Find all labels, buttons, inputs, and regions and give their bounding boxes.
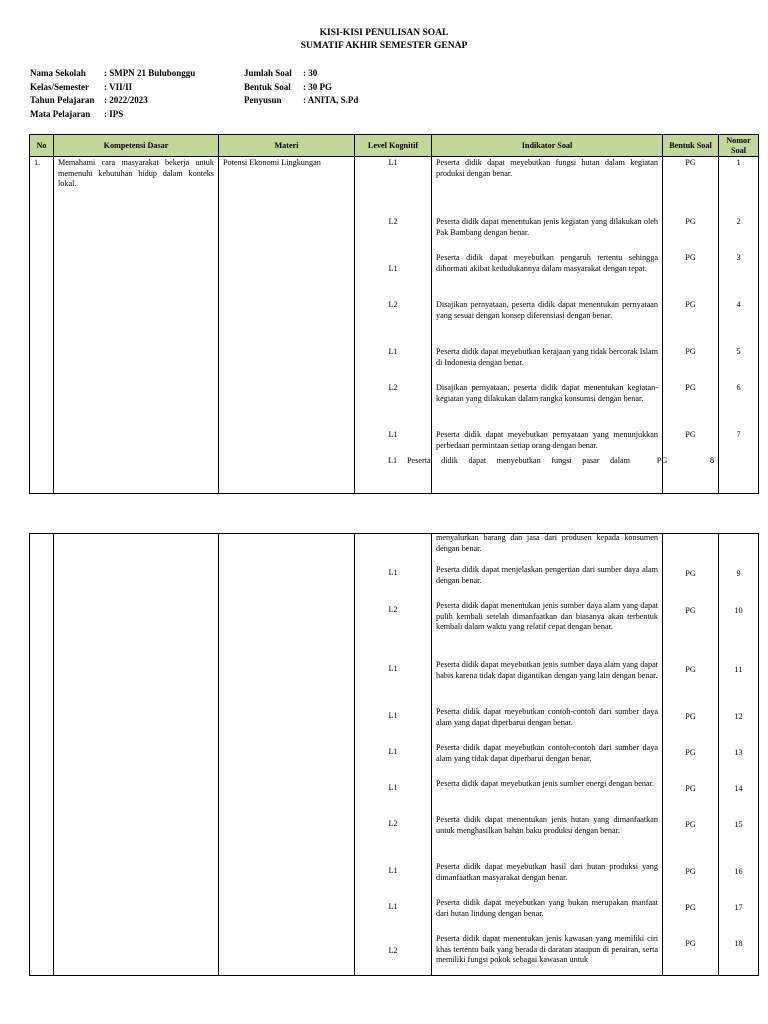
meta-mata-pelajaran <box>30 108 195 122</box>
header-level-kognitif: Level Kognitif <box>355 135 432 157</box>
level-kognitif: L1 <box>388 866 398 875</box>
bentuk-soal: PG <box>685 784 696 793</box>
bentuk-soal: PG <box>685 253 696 262</box>
nomor-soal: 3 <box>736 253 741 262</box>
indikator-text: Peserta didik dapat meyebutkan fungsi hutan dalam kegiatan produksi dengan benar. <box>436 158 658 178</box>
bentuk-soal: PG <box>685 606 696 615</box>
bentuk-soal: PG <box>685 903 696 912</box>
table-row <box>30 157 759 494</box>
meta-penyusun <box>244 94 358 108</box>
level-kognitif: L2 <box>388 946 398 955</box>
level-kognitif: L1 <box>388 664 398 673</box>
meta-value: : 30 PG <box>303 81 332 92</box>
table-row <box>30 534 759 976</box>
meta-label: Jumlah Soal <box>244 68 292 78</box>
indikator-text: Peserta didik dapat meyebutkan jenis sumber energi dengan benar. <box>436 779 654 788</box>
bentuk-soal: PG <box>685 347 696 356</box>
indikator-text: Peserta didik dapat menentukan jenis kawasan yang memiliki ciri khas tertentu baik yang berada di daratan ataupun di perairan, serta memiliki fungsi pokok sebagai kawasan untuk <box>436 934 658 964</box>
level-kognitif: L1 <box>388 158 398 167</box>
kisi-table-page2 <box>29 533 759 976</box>
table-header-row <box>30 135 759 157</box>
level-kognitif: L1 <box>388 430 398 439</box>
meta-value: : 2022/2023 <box>104 95 148 105</box>
bentuk-soal: PG <box>685 867 696 876</box>
level-kognitif: L2 <box>388 819 398 828</box>
meta-jumlah-soal <box>244 67 358 81</box>
bentuk-soal: PG <box>685 820 696 829</box>
header-nomor-soal: Nomor Soal <box>719 135 759 157</box>
bentuk-soal: PG <box>685 217 696 226</box>
meta-value: : VII/II <box>104 81 133 92</box>
meta-label: Kelas/Semester <box>30 81 89 92</box>
bentuk-soal: PG <box>685 665 696 674</box>
meta-tahun-pelajaran <box>30 94 195 108</box>
nomor-soal: 4 <box>736 300 741 309</box>
nomor-soal: 13 <box>734 748 743 757</box>
bentuk-soal: PG <box>685 939 696 948</box>
nomor-soal: 17 <box>734 903 743 912</box>
bentuk-soal: PG <box>685 158 696 167</box>
level-kognitif: L1 <box>387 456 398 465</box>
nomor-soal: 8 <box>709 456 715 465</box>
meta-value: : SMPN 21 Bulubonggu <box>104 68 196 78</box>
nomor-soal: 18 <box>734 939 743 948</box>
indikator-text: Peserta didik dapat menentukan jenis sumber daya alam yang dapat pulih kembali setelah dimanfaatkan dan biasanya akan terbentuk kembali dalam waktu yang relatif cepat dengan benar. <box>436 601 658 631</box>
indikator-text: Peserta didik dapat meyebutkan kerajaan yang tidak bercorak Islam di Indonesia dengan benar. <box>436 347 658 367</box>
meta-kelas-semester <box>30 81 195 95</box>
meta-value: : ANITA, S.Pd <box>303 95 359 105</box>
indikator-text: Peserta didik dapat meyebutkan pernyataan yang menunjukkan perbedaan permintaan setiap orang dengan benar. <box>436 430 658 450</box>
nomor-soal: 9 <box>736 569 741 578</box>
materi-text: Potensi Ekonomi Lingkungan <box>223 158 321 167</box>
level-kognitif: L1 <box>388 264 398 273</box>
meta-right <box>244 67 358 108</box>
level-kognitif: L2 <box>388 383 398 392</box>
row-number: 1. <box>34 158 41 167</box>
meta-nama-sekolah <box>30 67 195 81</box>
indikator-text: Peserta didik dapat menentukan jenis hutan yang dimanfaatkan untuk menghasilkan bahan baku produksi dengan benar. <box>436 815 658 835</box>
nomor-soal: 12 <box>734 712 743 721</box>
meta-label: Bentuk Soal <box>244 81 291 92</box>
level-kognitif: L1 <box>388 783 398 792</box>
meta-label: Tahun Pelajaran <box>30 95 95 105</box>
bentuk-soal: PG <box>685 748 696 757</box>
document-title-line1: KISI-KISI PENULISAN SOAL <box>319 28 449 38</box>
bentuk-soal: PG <box>685 569 696 578</box>
header-no: No <box>30 135 54 157</box>
meta-bentuk-soal <box>244 81 358 95</box>
header-kompetensi-dasar: Kompetensi Dasar <box>54 135 219 157</box>
level-kognitif: L1 <box>388 568 398 577</box>
indikator-text: Peserta didik dapat meyebutkan pengaruh tertentu sehingga dihormati akibat kedudukannya dalam masyarakat dengan tepat. <box>436 253 658 273</box>
indikator-text: Peserta didik dapat menjelaskan pengertian dari sumber daya alam dengan benar. <box>436 565 658 585</box>
nomor-soal: 6 <box>736 383 741 392</box>
indikator-text: Peserta didik dapat menentukan jenis kegiatan yang dilakukan oleh Pak Bambang dengan benar. <box>436 217 658 237</box>
document-title-line2: SUMATIF AKHIR SEMESTER GENAP <box>300 41 468 51</box>
header-materi: Materi <box>219 135 355 157</box>
bentuk-soal: PG <box>685 430 696 439</box>
bentuk-soal: PG <box>656 456 668 465</box>
meta-label: Mata Pelajaran <box>30 108 91 119</box>
nomor-soal: 10 <box>734 606 743 615</box>
nomor-soal: 2 <box>736 217 741 226</box>
bentuk-soal: PG <box>685 712 696 721</box>
nomor-soal: 5 <box>736 347 741 356</box>
indikator-text: Peserta didik dapat menyebutkan fungsi pasar dalam <box>407 456 630 465</box>
meta-value: : 30 <box>303 68 318 78</box>
meta-value: : IPS <box>104 108 124 119</box>
indikator-text-continuation: menyalurkan barang dan jasa dari produsen kepada konsumen dengan benar. <box>436 533 658 553</box>
bentuk-soal: PG <box>685 383 696 392</box>
meta-left <box>30 67 195 121</box>
header-bentuk-soal: Bentuk Soal <box>663 135 719 157</box>
level-kognitif: L1 <box>388 902 398 911</box>
header-indikator-soal: Indikator Soal <box>432 135 663 157</box>
nomor-soal: 15 <box>734 820 743 829</box>
indikator-text: Peserta didik dapat meyebutkan contoh-contoh dari sumber daya alam yang dapat diperbarui dengan benar. <box>436 707 658 727</box>
nomor-soal: 11 <box>734 665 743 674</box>
meta-label: Nama Sekolah <box>30 68 86 78</box>
level-kognitif: L2 <box>388 300 398 309</box>
nomor-soal: 14 <box>734 784 743 793</box>
nomor-soal: 7 <box>736 430 741 439</box>
kisi-table-page1 <box>29 134 759 494</box>
indikator-text: Disajikan pernyataan, peserta didik dapat menentukan pernyataan yang sesuai dengan konsep diferensiasi dengan benar. <box>436 300 658 320</box>
indikator-text: Peserta didik dapat meyebutkan hasil dari hutan produksi yang dimanfaatkan masyarakat dengan benar. <box>436 862 658 882</box>
indikator-text: Peserta didik dapat meyebutkan jenis sumber daya alam yang dapat habis karena tidak dapat digantikan dengan yang lain dengan benar. <box>436 660 658 680</box>
level-kognitif: L2 <box>388 217 398 226</box>
indikator-text: Peserta didik dapat meyebutkan yang bukan merupakan manfaat dari hutan lindung dengan benar. <box>436 898 658 918</box>
bentuk-soal: PG <box>685 300 696 309</box>
meta-label: Penyusun <box>244 95 282 105</box>
level-kognitif: L2 <box>388 605 398 614</box>
level-kognitif: L1 <box>388 711 398 720</box>
nomor-soal: 1 <box>736 158 741 167</box>
level-kognitif: L1 <box>388 747 398 756</box>
indikator-text: Disajikan pernyataan, peserta didik dapat menentukan kegiatan-kegiatan yang dilakukan dalam rangka konsumsi dengan benar. <box>436 383 658 403</box>
kompetensi-dasar-text: Memahami cara masyarakat bekerja untuk memenuhi kebutuhan hidup dalam konteks lokal. <box>58 158 214 188</box>
level-kognitif: L1 <box>388 347 398 356</box>
nomor-soal: 16 <box>734 867 743 876</box>
indikator-text: Peserta didik dapat meyebutkan contoh-contoh dari sumber daya alam yang tidak dapat diperbarui dengan benar. <box>436 743 658 763</box>
